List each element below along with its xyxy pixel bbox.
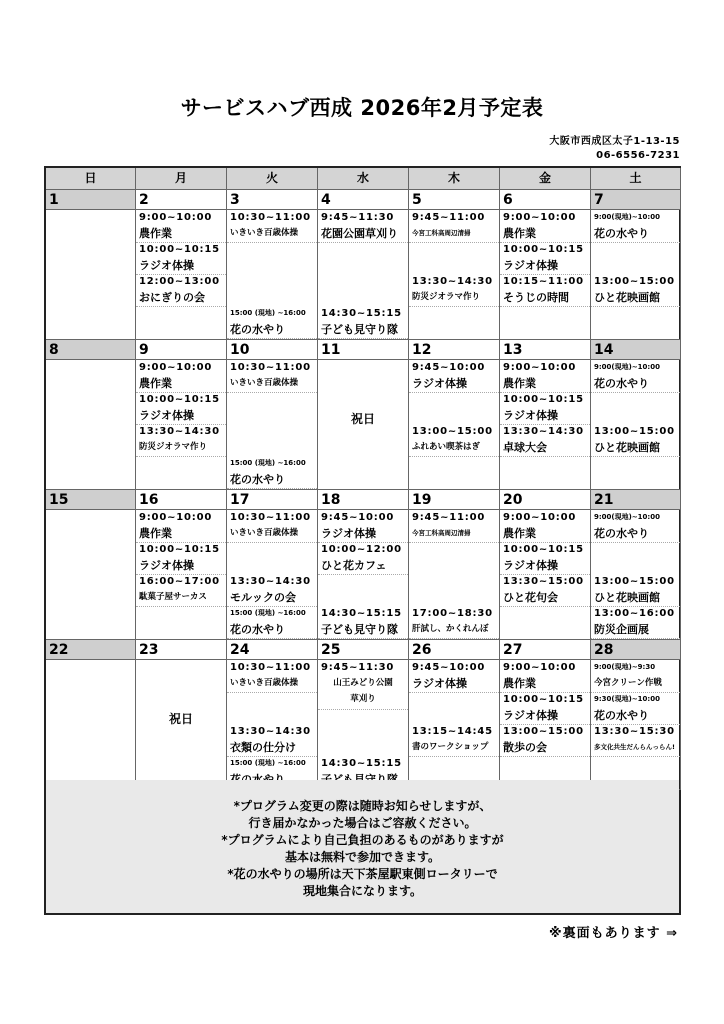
event-item [500, 210, 590, 243]
event-name: ひと花映画館 [591, 589, 680, 607]
event-time: 13:00~15:00 [594, 576, 675, 587]
event-time: 13:30~14:30 [230, 576, 311, 587]
day-cell [591, 210, 681, 340]
event-name: 子ども見守り隊 [318, 621, 408, 639]
event-time: 9:00(現地)~10:00 [594, 213, 660, 221]
event-name: ラジオ体操 [500, 407, 590, 425]
day-cell [46, 360, 136, 490]
event-time: 10:00~10:15 [503, 694, 584, 705]
day-cell [591, 510, 681, 640]
event-time: 13:30~14:30 [139, 426, 220, 437]
event-time: 9:00(現地)~9:30 [594, 663, 656, 671]
event-name: ラジオ体操 [409, 675, 499, 693]
event-name: 花の水やり [591, 225, 680, 243]
day-number: 28 [591, 640, 681, 660]
event-name: ラジオ体操 [136, 257, 226, 275]
day-cell [136, 660, 227, 790]
day-cell [227, 510, 318, 640]
note-line: 行き届かなかった場合はご容赦ください。 [248, 816, 477, 830]
day-number: 2 [136, 190, 227, 210]
event-name: 農作業 [500, 375, 590, 393]
event-item [500, 542, 590, 575]
event-time: 10:00~10:15 [503, 244, 584, 255]
event-name: いきいき百歳体操 [227, 225, 317, 243]
day-number: 9 [136, 340, 227, 360]
event-name: 散歩の会 [500, 739, 590, 757]
event-time: 14:30~15:15 [321, 758, 402, 769]
event-time: 9:00(現地)~10:00 [594, 363, 660, 371]
event-name: 子ども見守り隊 [318, 321, 408, 339]
event-item [500, 660, 590, 693]
day-number: 20 [500, 490, 591, 510]
event-time: 9:45~11:00 [412, 212, 486, 223]
event-name: ラジオ体操 [500, 707, 590, 725]
weekday-header: 月 [136, 168, 227, 190]
event-name: 農作業 [136, 375, 226, 393]
address: 大阪市西成区太子1-13-15 [549, 136, 680, 147]
event-time: 9:00~10:00 [139, 512, 213, 523]
event-item [591, 510, 680, 543]
event-item [136, 242, 226, 275]
day-number: 25 [318, 640, 409, 660]
event-name: ラジオ体操 [500, 557, 590, 575]
event-item [500, 692, 590, 725]
day-number: 1 [46, 190, 136, 210]
event-time: 10:00~10:15 [139, 544, 220, 555]
event-item [136, 392, 226, 425]
weekday-header: 日 [46, 168, 136, 190]
event-time: 10:00~10:15 [503, 394, 584, 405]
event-item [500, 360, 590, 393]
event-time: 10:30~11:00 [230, 512, 311, 523]
event-item [500, 392, 590, 425]
event-item [409, 606, 499, 639]
event-item [227, 510, 317, 543]
event-name: 花の水やり [227, 471, 317, 489]
event-name: ふれあい喫茶はぎ [409, 439, 499, 457]
event-time: 9:45~11:30 [321, 212, 395, 223]
day-cell [318, 510, 409, 640]
event-name: 農作業 [136, 225, 226, 243]
day-cell [409, 660, 500, 790]
event-time: 9:30(現地)~10:00 [594, 695, 660, 703]
holiday-label: 祝日 [350, 412, 375, 426]
day-cell [227, 210, 318, 340]
day-number: 6 [500, 190, 591, 210]
event-name: そうじの時間 [500, 289, 590, 307]
event-name: 農作業 [500, 225, 590, 243]
event-item [591, 274, 680, 307]
event-time: 10:00~10:15 [139, 394, 220, 405]
event-name: 花の水やり [227, 621, 317, 639]
event-item [500, 242, 590, 275]
event-time: 13:30~14:30 [230, 726, 311, 737]
day-cell [591, 660, 681, 790]
event-name: ひと花句会 [500, 589, 590, 607]
event-name: いきいき百歳体操 [227, 525, 317, 543]
event-time: 9:00~10:00 [503, 362, 577, 373]
day-cell [500, 210, 591, 340]
event-item [136, 542, 226, 575]
event-name: ラジオ体操 [318, 525, 408, 543]
event-time: 13:15~14:45 [412, 726, 493, 737]
event-time: 9:45~10:00 [412, 362, 486, 373]
event-time: 17:00~18:30 [412, 608, 493, 619]
event-name: 駄菓子屋サーカス [136, 589, 226, 607]
event-time: 14:30~15:15 [321, 308, 402, 319]
day-number: 10 [227, 340, 318, 360]
day-cell [409, 210, 500, 340]
event-time: 9:45~10:00 [321, 512, 395, 523]
event-name: いきいき百歳体操 [227, 675, 317, 693]
event-time: 9:00~10:00 [139, 212, 213, 223]
event-time: 15:00 (現地) ~16:00 [230, 309, 306, 317]
event-time: 10:00~10:15 [503, 544, 584, 555]
event-time: 13:30~14:30 [503, 426, 584, 437]
event-item [500, 274, 590, 307]
event-item [136, 360, 226, 393]
day-number: 14 [591, 340, 681, 360]
weekday-header: 火 [227, 168, 318, 190]
event-name: 農作業 [500, 525, 590, 543]
event-time: 9:00~10:00 [139, 362, 213, 373]
event-time: 9:00~10:00 [503, 662, 577, 673]
address-block [549, 135, 680, 163]
event-item [227, 660, 317, 693]
event-name: 農作業 [136, 525, 226, 543]
event-time: 10:30~11:00 [230, 362, 311, 373]
event-item [227, 606, 317, 639]
day-number: 7 [591, 190, 681, 210]
phone: 06-6556-7231 [596, 150, 680, 161]
weekday-header: 金 [500, 168, 591, 190]
event-name: 防災ジオラマ作り [136, 439, 226, 457]
event-name: モルックの会 [227, 589, 317, 607]
event-name: 農作業 [500, 675, 590, 693]
event-time: 9:45~11:30 [321, 662, 395, 673]
event-item [227, 574, 317, 607]
event-item [409, 660, 499, 693]
note-line: 基本は無料で参加できます。 [284, 850, 441, 864]
event-name: 書のワークショップ [409, 739, 499, 757]
event-item [591, 660, 680, 693]
event-time: 13:00~15:00 [503, 726, 584, 737]
day-number: 5 [409, 190, 500, 210]
event-time: 13:30~15:00 [503, 576, 584, 587]
day-number: 16 [136, 490, 227, 510]
event-name: 防災ジオラマ作り [409, 289, 499, 307]
event-name: 今宮工科高周辺清掃 [409, 525, 499, 543]
event-item [409, 724, 499, 757]
event-time: 10:00~10:15 [139, 244, 220, 255]
day-number: 24 [227, 640, 318, 660]
day-number: 23 [136, 640, 227, 660]
event-time: 12:00~13:00 [139, 276, 220, 287]
event-name: 花の水やり [591, 375, 680, 393]
event-item [409, 424, 499, 457]
event-name: ラジオ体操 [409, 375, 499, 393]
event-time: 14:30~15:15 [321, 608, 402, 619]
event-name: ひと花映画館 [591, 439, 680, 457]
event-name: 肝試し、かくれんぼ [409, 621, 499, 639]
event-item [136, 274, 226, 307]
day-number: 12 [409, 340, 500, 360]
day-number: 4 [318, 190, 409, 210]
event-time: 9:00~10:00 [503, 212, 577, 223]
event-item [318, 210, 408, 243]
event-time: 15:00 (現地) ~16:00 [230, 759, 306, 767]
day-cell [46, 510, 136, 640]
event-time: 10:30~11:00 [230, 662, 311, 673]
event-item [318, 542, 408, 575]
event-item [409, 510, 499, 543]
day-cell [591, 360, 681, 490]
holiday-label: 祝日 [168, 712, 193, 726]
event-item [591, 360, 680, 393]
note-line: *プログラム変更の際は随時お知らせしますが、 [233, 799, 492, 813]
event-time: 9:45~11:00 [412, 512, 486, 523]
event-item [227, 724, 317, 757]
day-number: 18 [318, 490, 409, 510]
day-cell [136, 510, 227, 640]
event-item [591, 424, 680, 457]
day-number: 15 [46, 490, 136, 510]
event-name: 今宮工科高周辺清掃 [409, 225, 499, 243]
event-item [591, 574, 680, 607]
event-name: ひと花映画館 [591, 289, 680, 307]
event-name: ラジオ体操 [136, 557, 226, 575]
event-name: いきいき百歳体操 [227, 375, 317, 393]
event-time: 16:00~17:00 [139, 576, 220, 587]
event-item [318, 660, 408, 710]
day-cell [227, 360, 318, 490]
event-item [227, 210, 317, 243]
event-name: ラジオ体操 [500, 257, 590, 275]
event-name: 今宮クリーン作戦 [591, 675, 680, 693]
day-number: 13 [500, 340, 591, 360]
calendar [44, 166, 681, 915]
event-item [500, 724, 590, 757]
day-number: 3 [227, 190, 318, 210]
event-time: 9:00~10:00 [503, 512, 577, 523]
event-item [227, 360, 317, 393]
event-time: 13:00~15:00 [412, 426, 493, 437]
day-cell [409, 510, 500, 640]
reverse-side-note: ※裏面もあります ⇒ [548, 926, 678, 941]
event-item [591, 606, 680, 639]
note-line: *花の水やりの場所は天下茶屋駅東側ロータリーで [227, 867, 498, 881]
event-time: 9:00(現地)~10:00 [594, 513, 660, 521]
event-item [500, 424, 590, 457]
event-time: 13:00~15:00 [594, 426, 675, 437]
event-item [409, 360, 499, 393]
event-item [136, 510, 226, 543]
event-item [500, 510, 590, 543]
day-number: 26 [409, 640, 500, 660]
event-name: 花園公園草刈り [318, 225, 408, 243]
notes-box [46, 780, 679, 913]
event-item [136, 574, 226, 607]
event-time: 15:00 (現地) ~16:00 [230, 459, 306, 467]
event-name: 防災企画展 [591, 621, 680, 639]
day-number: 11 [318, 340, 409, 360]
event-time: 13:00~15:00 [594, 276, 675, 287]
event-time: 13:00~16:00 [594, 608, 675, 619]
event-time: 15:00 (現地) ~16:00 [230, 609, 306, 617]
day-cell [46, 210, 136, 340]
event-name: ひと花カフェ [318, 557, 408, 575]
day-cell [227, 660, 318, 790]
event-item [318, 306, 408, 339]
event-item [136, 210, 226, 243]
day-cell [500, 510, 591, 640]
event-item [500, 574, 590, 607]
event-time: 10:15~11:00 [503, 276, 584, 287]
event-time: 13:30~15:30 [594, 726, 675, 737]
event-item [318, 606, 408, 639]
event-item [136, 424, 226, 457]
weekday-header: 木 [409, 168, 500, 190]
day-cell [46, 660, 136, 790]
event-name: 花の水やり [227, 321, 317, 339]
event-name: 山王みどり公園 草刈り [318, 675, 408, 710]
weekday-header: 水 [318, 168, 409, 190]
page-title: サービスハブ西成 2026年2月予定表 [180, 96, 544, 120]
day-number: 22 [46, 640, 136, 660]
event-time: 10:30~11:00 [230, 212, 311, 223]
event-item [227, 456, 317, 489]
event-item [409, 210, 499, 243]
day-number: 8 [46, 340, 136, 360]
event-name: 卓球大会 [500, 439, 590, 457]
day-number: 19 [409, 490, 500, 510]
day-number: 21 [591, 490, 681, 510]
event-name: おにぎりの会 [136, 289, 226, 307]
event-item [591, 210, 680, 243]
note-line: 現地集合になります。 [302, 884, 423, 898]
event-name: ラジオ体操 [136, 407, 226, 425]
event-time: 10:00~12:00 [321, 544, 402, 555]
day-number: 17 [227, 490, 318, 510]
day-cell [318, 210, 409, 340]
day-cell [318, 660, 409, 790]
day-cell [409, 360, 500, 490]
event-name: 花の水やり [591, 707, 680, 725]
day-cell [136, 360, 227, 490]
day-cell [136, 210, 227, 340]
day-cell [500, 660, 591, 790]
event-item [591, 724, 680, 757]
note-line: *プログラムにより自己負担のあるものがありますが [221, 833, 504, 847]
event-time: 9:45~10:00 [412, 662, 486, 673]
event-item [591, 692, 680, 725]
event-name: 多文化共生だんらんっらん! [591, 739, 680, 757]
event-item [318, 510, 408, 543]
day-number: 27 [500, 640, 591, 660]
weekday-header: 土 [591, 168, 681, 190]
event-item [409, 274, 499, 307]
event-name: 花の水やり [591, 525, 680, 543]
event-name: 衣類の仕分け [227, 739, 317, 757]
event-item [227, 306, 317, 339]
day-cell [500, 360, 591, 490]
day-cell [318, 360, 409, 490]
event-time: 13:30~14:30 [412, 276, 493, 287]
